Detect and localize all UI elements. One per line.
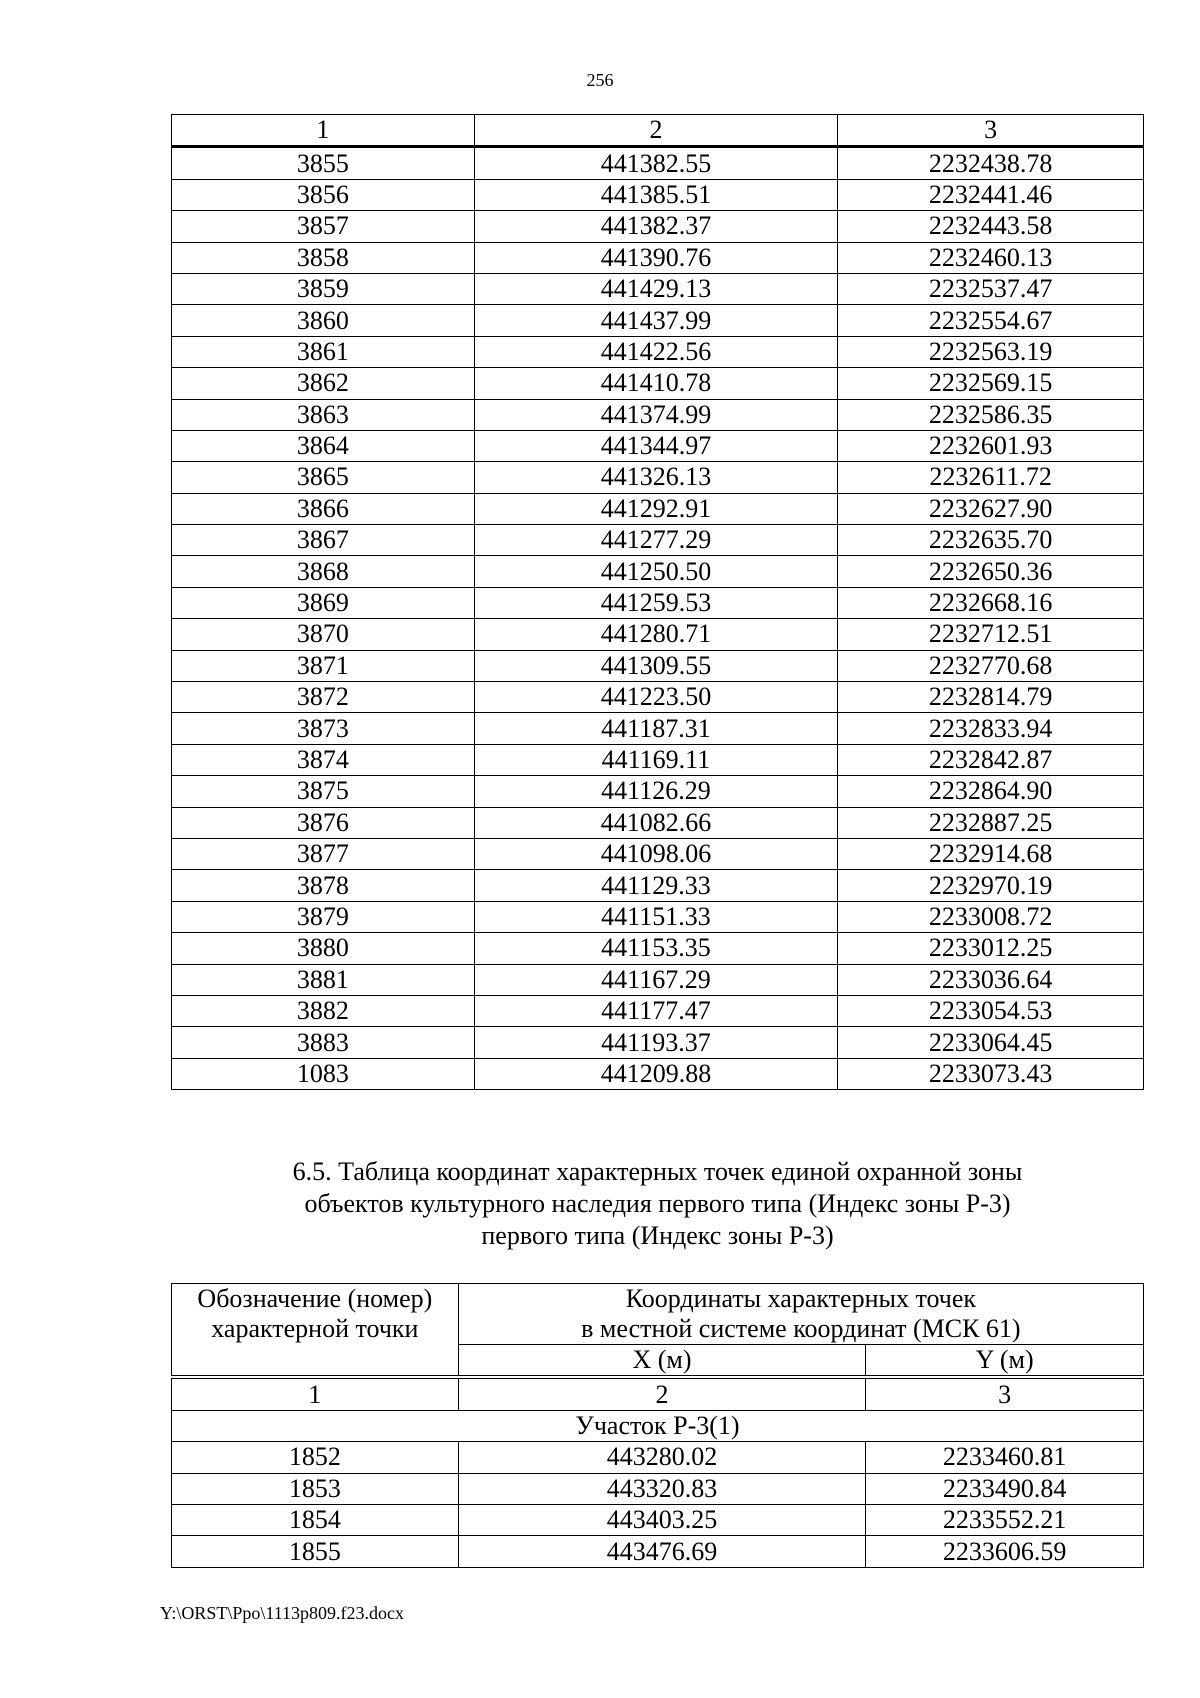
x-coordinate-cell: 441193.37 bbox=[474, 1027, 838, 1058]
x-coordinate-cell: 441098.06 bbox=[474, 838, 838, 869]
point-id-cell: 1852 bbox=[172, 1442, 459, 1473]
header-text: Обозначение (номер) bbox=[197, 1284, 433, 1313]
table-row bbox=[172, 556, 1144, 587]
point-id-cell: 3864 bbox=[172, 430, 475, 461]
y-coordinate-cell: 2232441.46 bbox=[838, 179, 1144, 210]
point-id-cell: 3880 bbox=[172, 933, 475, 964]
point-id-cell: 3856 bbox=[172, 179, 475, 210]
table-row bbox=[172, 870, 1144, 901]
footer-file-path: Y:\ORST\Ppo\1113p809.f23.docx bbox=[160, 1603, 405, 1623]
x-coordinate-cell: 441410.78 bbox=[474, 368, 838, 399]
table-row bbox=[172, 1536, 1144, 1567]
x-coordinate-cell: 441374.99 bbox=[474, 399, 838, 430]
table-row bbox=[172, 964, 1144, 995]
table-row bbox=[172, 995, 1144, 1026]
x-coordinate-cell: 443403.25 bbox=[458, 1504, 865, 1535]
caption-line: 6.5. Таблица координат характерных точек единой охранной зоны bbox=[292, 1157, 1023, 1186]
caption-line: первого типа (Индекс зоны Р-3) bbox=[481, 1221, 834, 1250]
x-coordinate-cell: 441390.76 bbox=[474, 242, 838, 273]
y-coordinate-cell: 2233036.64 bbox=[838, 964, 1144, 995]
x-coordinate-cell: 441082.66 bbox=[474, 807, 838, 838]
point-id-cell: 3876 bbox=[172, 807, 475, 838]
x-coordinate-cell: 441422.56 bbox=[474, 336, 838, 367]
table-row bbox=[172, 273, 1144, 304]
y-coordinate-cell: 2232635.70 bbox=[838, 525, 1144, 556]
x-coordinate-cell: 441382.37 bbox=[474, 211, 838, 242]
point-id-cell: 3857 bbox=[172, 211, 475, 242]
x-header: X (м) bbox=[458, 1345, 865, 1378]
column-number: 2 bbox=[474, 115, 838, 147]
column-number: 1 bbox=[172, 115, 475, 147]
y-coordinate-cell: 2232443.58 bbox=[838, 211, 1144, 242]
x-coordinate-cell: 441326.13 bbox=[474, 462, 838, 493]
y-coordinate-cell: 2232668.16 bbox=[838, 587, 1144, 618]
x-coordinate-cell: 443476.69 bbox=[458, 1536, 865, 1567]
coordinates-table-p3 bbox=[171, 1283, 1144, 1568]
point-id-cell: 3859 bbox=[172, 273, 475, 304]
table-row bbox=[172, 713, 1144, 744]
x-coordinate-cell: 441209.88 bbox=[474, 1058, 838, 1089]
column-number: 3 bbox=[866, 1377, 1144, 1410]
point-id-cell: 3874 bbox=[172, 744, 475, 775]
table-row bbox=[172, 242, 1144, 273]
y-coordinate-cell: 2232554.67 bbox=[838, 305, 1144, 336]
section-caption bbox=[171, 1156, 1144, 1252]
point-id-cell: 3866 bbox=[172, 493, 475, 524]
section-row bbox=[172, 1410, 1144, 1441]
header-text: характерной точки bbox=[211, 1314, 419, 1343]
y-coordinate-cell: 2232970.19 bbox=[838, 870, 1144, 901]
column-number: 3 bbox=[838, 115, 1144, 147]
table-row bbox=[172, 619, 1144, 650]
y-coordinate-cell: 2233008.72 bbox=[838, 901, 1144, 932]
table-row bbox=[172, 147, 1144, 179]
point-id-cell: 3883 bbox=[172, 1027, 475, 1058]
table-row bbox=[172, 682, 1144, 713]
coordinates-header bbox=[458, 1284, 1143, 1345]
y-coordinate-cell: 2232864.90 bbox=[838, 776, 1144, 807]
x-coordinate-cell: 441250.50 bbox=[474, 556, 838, 587]
header-text: в местной системе координат (МСК 61) bbox=[581, 1314, 1021, 1343]
x-coordinate-cell: 441177.47 bbox=[474, 995, 838, 1026]
x-coordinate-cell: 441129.33 bbox=[474, 870, 838, 901]
point-id-cell: 3855 bbox=[172, 147, 475, 179]
y-coordinate-cell: 2233606.59 bbox=[866, 1536, 1144, 1567]
x-coordinate-cell: 441344.97 bbox=[474, 430, 838, 461]
point-id-cell: 3879 bbox=[172, 901, 475, 932]
y-coordinate-cell: 2232833.94 bbox=[838, 713, 1144, 744]
y-coordinate-cell: 2232887.25 bbox=[838, 807, 1144, 838]
point-id-cell: 3873 bbox=[172, 713, 475, 744]
table-row bbox=[172, 776, 1144, 807]
x-coordinate-cell: 443280.02 bbox=[458, 1442, 865, 1473]
y-coordinate-cell: 2232650.36 bbox=[838, 556, 1144, 587]
table-row bbox=[172, 525, 1144, 556]
x-coordinate-cell: 441277.29 bbox=[474, 525, 838, 556]
table-row bbox=[172, 1058, 1144, 1089]
table-row bbox=[172, 587, 1144, 618]
point-id-cell: 3877 bbox=[172, 838, 475, 869]
point-id-cell: 1083 bbox=[172, 1058, 475, 1089]
section-label: Участок Р-3(1) bbox=[172, 1410, 1144, 1441]
y-coordinate-cell: 2232569.15 bbox=[838, 368, 1144, 399]
x-coordinate-cell: 443320.83 bbox=[458, 1473, 865, 1504]
point-id-cell: 3861 bbox=[172, 336, 475, 367]
table-row bbox=[172, 838, 1144, 869]
table-row bbox=[172, 933, 1144, 964]
x-coordinate-cell: 441292.91 bbox=[474, 493, 838, 524]
table-row bbox=[172, 430, 1144, 461]
point-id-cell: 3871 bbox=[172, 650, 475, 681]
table-row bbox=[172, 305, 1144, 336]
point-id-cell: 3872 bbox=[172, 682, 475, 713]
x-coordinate-cell: 441309.55 bbox=[474, 650, 838, 681]
x-coordinate-cell: 441437.99 bbox=[474, 305, 838, 336]
y-coordinate-cell: 2233073.43 bbox=[838, 1058, 1144, 1089]
y-coordinate-cell: 2232438.78 bbox=[838, 147, 1144, 179]
point-id-cell: 3882 bbox=[172, 995, 475, 1026]
point-id-cell: 3869 bbox=[172, 587, 475, 618]
x-coordinate-cell: 441187.31 bbox=[474, 713, 838, 744]
y-coordinate-cell: 2233012.25 bbox=[838, 933, 1144, 964]
y-coordinate-cell: 2233064.45 bbox=[838, 1027, 1144, 1058]
table-row bbox=[172, 493, 1144, 524]
x-coordinate-cell: 441382.55 bbox=[474, 147, 838, 179]
y-header: Y (м) bbox=[866, 1345, 1144, 1378]
y-coordinate-cell: 2232563.19 bbox=[838, 336, 1144, 367]
x-coordinate-cell: 441167.29 bbox=[474, 964, 838, 995]
table-row bbox=[172, 368, 1144, 399]
y-coordinate-cell: 2232601.93 bbox=[838, 430, 1144, 461]
point-id-cell: 3867 bbox=[172, 525, 475, 556]
y-coordinate-cell: 2232627.90 bbox=[838, 493, 1144, 524]
point-id-cell: 3870 bbox=[172, 619, 475, 650]
point-id-header bbox=[172, 1284, 459, 1378]
x-coordinate-cell: 441223.50 bbox=[474, 682, 838, 713]
y-coordinate-cell: 2232770.68 bbox=[838, 650, 1144, 681]
x-coordinate-cell: 441153.35 bbox=[474, 933, 838, 964]
column-number: 1 bbox=[172, 1377, 459, 1410]
y-coordinate-cell: 2233054.53 bbox=[838, 995, 1144, 1026]
y-coordinate-cell: 2233490.84 bbox=[866, 1473, 1144, 1504]
point-id-cell: 3862 bbox=[172, 368, 475, 399]
point-id-cell: 1855 bbox=[172, 1536, 459, 1567]
column-number-row bbox=[172, 1377, 1144, 1410]
y-coordinate-cell: 2232814.79 bbox=[838, 682, 1144, 713]
point-id-cell: 3863 bbox=[172, 399, 475, 430]
x-coordinate-cell: 441169.11 bbox=[474, 744, 838, 775]
caption-line: объектов культурного наследия первого типа (Индекс зоны Р-3) bbox=[304, 1189, 1011, 1218]
x-coordinate-cell: 441259.53 bbox=[474, 587, 838, 618]
table-row bbox=[172, 744, 1144, 775]
x-coordinate-cell: 441385.51 bbox=[474, 179, 838, 210]
table-row bbox=[172, 650, 1144, 681]
x-coordinate-cell: 441429.13 bbox=[474, 273, 838, 304]
column-number: 2 bbox=[458, 1377, 865, 1410]
y-coordinate-cell: 2233460.81 bbox=[866, 1442, 1144, 1473]
y-coordinate-cell: 2232842.87 bbox=[838, 744, 1144, 775]
point-id-cell: 3868 bbox=[172, 556, 475, 587]
y-coordinate-cell: 2233552.21 bbox=[866, 1504, 1144, 1535]
x-coordinate-cell: 441126.29 bbox=[474, 776, 838, 807]
y-coordinate-cell: 2232460.13 bbox=[838, 242, 1144, 273]
x-coordinate-cell: 441151.33 bbox=[474, 901, 838, 932]
x-coordinate-cell: 441280.71 bbox=[474, 619, 838, 650]
y-coordinate-cell: 2232611.72 bbox=[838, 462, 1144, 493]
page-number: 256 bbox=[586, 70, 614, 90]
point-id-cell: 3865 bbox=[172, 462, 475, 493]
point-id-cell: 3878 bbox=[172, 870, 475, 901]
point-id-cell: 3881 bbox=[172, 964, 475, 995]
table-row bbox=[172, 1504, 1144, 1535]
table-row bbox=[172, 901, 1144, 932]
table-row bbox=[172, 179, 1144, 210]
table-row bbox=[172, 807, 1144, 838]
y-coordinate-cell: 2232586.35 bbox=[838, 399, 1144, 430]
point-id-cell: 3858 bbox=[172, 242, 475, 273]
point-id-cell: 1854 bbox=[172, 1504, 459, 1535]
point-id-cell: 3875 bbox=[172, 776, 475, 807]
table-row bbox=[172, 211, 1144, 242]
header-text: Координаты характерных точек bbox=[625, 1284, 977, 1313]
table-row bbox=[172, 462, 1144, 493]
column-number-row bbox=[172, 115, 1144, 147]
table-row bbox=[172, 1027, 1144, 1058]
y-coordinate-cell: 2232712.51 bbox=[838, 619, 1144, 650]
table-row bbox=[172, 336, 1144, 367]
table-row bbox=[172, 399, 1144, 430]
coordinates-table-continued bbox=[171, 114, 1144, 1090]
point-id-cell: 3860 bbox=[172, 305, 475, 336]
table-row bbox=[172, 1442, 1144, 1473]
table-row bbox=[172, 1473, 1144, 1504]
y-coordinate-cell: 2232914.68 bbox=[838, 838, 1144, 869]
header-row bbox=[172, 1284, 1144, 1345]
point-id-cell: 1853 bbox=[172, 1473, 459, 1504]
y-coordinate-cell: 2232537.47 bbox=[838, 273, 1144, 304]
